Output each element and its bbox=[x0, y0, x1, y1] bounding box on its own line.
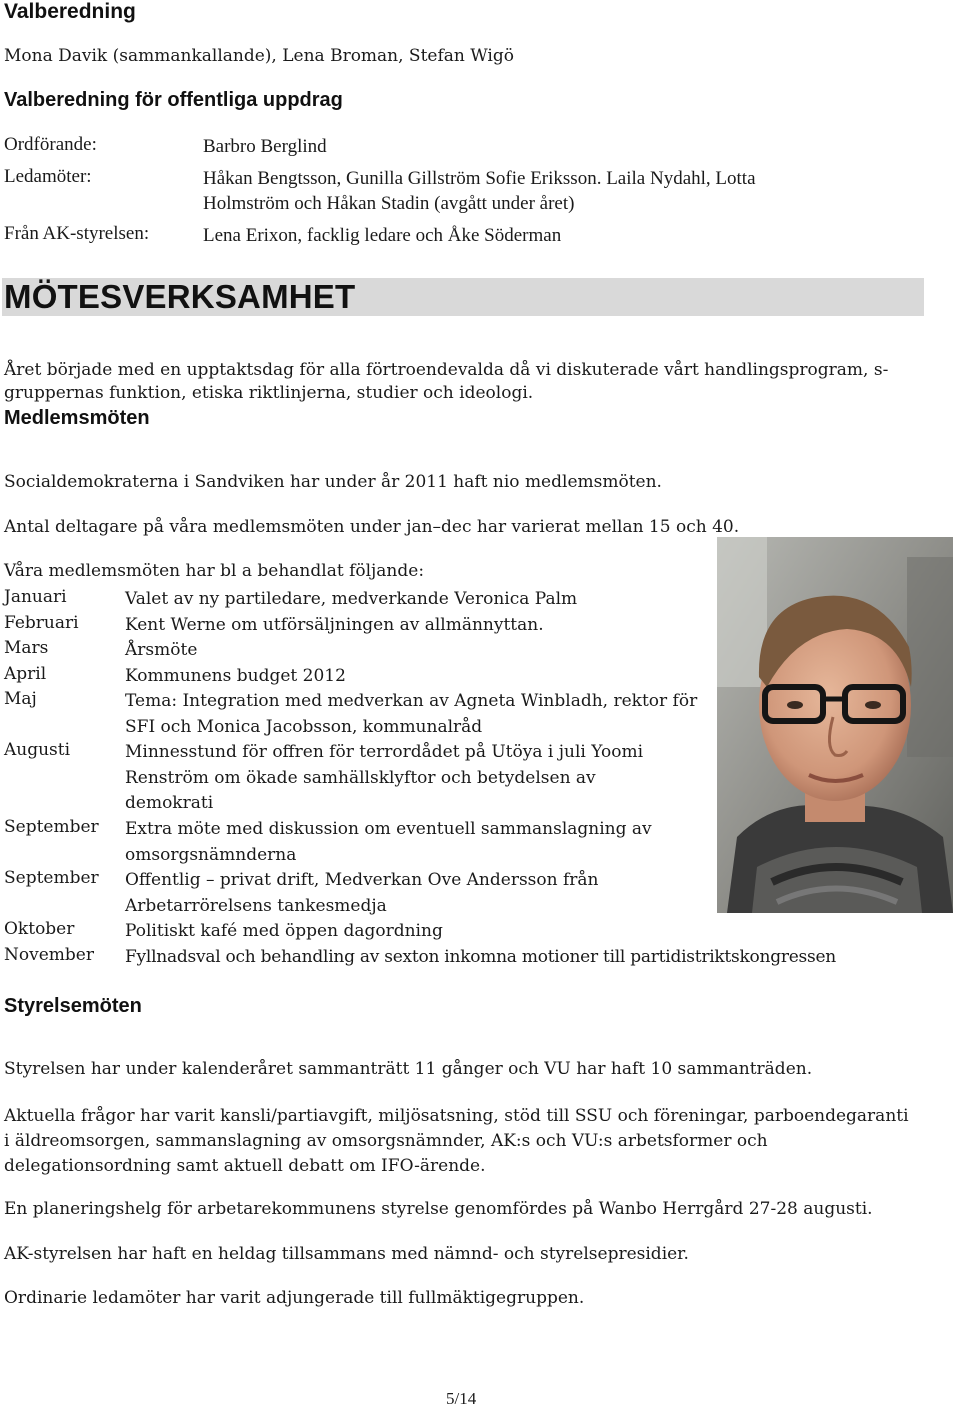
styrelsemoten-paragraph-2: Aktuella frågor har varit kansli/partiavgift, miljösatsning, stöd till SSU och föreningar, parboendegaranti i äldreomsorgen, sammanslagning av omsorgsnämnder, AK:s och VU:s arbetsformer och delegationsordning samt aktuell debatt om IFO-ärende. bbox=[4, 1106, 909, 1176]
portrait-photo bbox=[717, 537, 953, 913]
label-ledamoter: Ledamöter: bbox=[4, 166, 92, 187]
meeting-description: Kent Werne om utförsäljningen av allmännyttan. bbox=[125, 615, 544, 635]
heading-styrelsemoten: Styrelsemöten bbox=[4, 995, 142, 1017]
medlemsmoten-paragraph-1: Socialdemokraterna i Sandviken har under år 2011 haft nio medlemsmöten. bbox=[4, 472, 662, 492]
styrelsemoten-paragraph-5: Ordinarie ledamöter har varit adjungerade till fullmäktigegruppen. bbox=[4, 1288, 585, 1308]
page-number: 5/14 bbox=[446, 1389, 477, 1408]
portrait-illustration bbox=[717, 537, 953, 913]
meeting-month: Maj bbox=[4, 689, 37, 709]
styrelsemoten-paragraph-4: AK-styrelsen har haft en heldag tillsammans med nämnd- och styrelsepresidier. bbox=[4, 1244, 689, 1264]
section-bar-motesverksamhet bbox=[2, 278, 924, 316]
meeting-description: Fyllnadsval och behandling av sexton inkomna motioner till partidistriktskongressen bbox=[125, 947, 836, 967]
meeting-month: April bbox=[4, 664, 47, 684]
meeting-description: Valet av ny partiledare, medverkande Veronica Palm bbox=[125, 589, 578, 609]
value-ordforande: Barbro Berglind bbox=[203, 136, 327, 157]
meeting-month: Oktober bbox=[4, 919, 75, 939]
meeting-month: September bbox=[4, 817, 99, 837]
meeting-description: Minnesstund för offren för terrordådet på Utöya i juli Yoomi Renström om ökade samhällsklyftor och betydelsen av demokrati bbox=[125, 742, 644, 813]
label-fran-ak-styrelsen: Från AK-styrelsen: bbox=[4, 223, 150, 244]
meeting-description: Extra möte med diskussion om eventuell sammanslagning av omsorgsnämnderna bbox=[125, 819, 652, 865]
heading-valberedning: Valberedning bbox=[4, 0, 136, 23]
meeting-description: Tema: Integration med medverkan av Agneta Winbladh, rektor för SFI och Monica Jacobsson, kommunalråd bbox=[125, 691, 698, 737]
meeting-month: Februari bbox=[4, 613, 79, 633]
meeting-month: Januari bbox=[4, 587, 67, 607]
meeting-month: Augusti bbox=[4, 740, 71, 760]
value-ledamoter: Håkan Bengtsson, Gunilla Gillström Sofie Eriksson. Laila Nydahl, Lotta Holmström och Håkan Stadin (avgått under året) bbox=[203, 168, 756, 214]
motesverksamhet-intro: Året började med en upptaktsdag för alla förtroendevalda då vi diskuterade vårt handlingsprogram, s-gruppernas funktion, etiska riktlinjerna, studier och ideologi. bbox=[4, 360, 889, 403]
medlemsmoten-paragraph-3: Våra medlemsmöten har bl a behandlat följande: bbox=[4, 561, 425, 581]
medlemsmoten-paragraph-2: Antal deltagare på våra medlemsmöten under jan–dec har varierat mellan 15 och 40. bbox=[4, 517, 740, 537]
valberedning-members: Mona Davik (sammankallande), Lena Broman, Stefan Wigö bbox=[4, 46, 514, 66]
meeting-description: Årsmöte bbox=[125, 640, 198, 660]
meeting-description: Offentlig – privat drift, Medverkan Ove Andersson från Arbetarrörelsens tankesmedja bbox=[125, 870, 599, 916]
heading-valberedning-offentliga: Valberedning för offentliga uppdrag bbox=[4, 89, 343, 111]
meeting-description: Politiskt kafé med öppen dagordning bbox=[125, 921, 443, 941]
meeting-description: Kommunens budget 2012 bbox=[125, 666, 346, 686]
heading-medlemsmoten: Medlemsmöten bbox=[4, 407, 150, 429]
styrelsemoten-paragraph-1: Styrelsen har under kalenderåret sammanträtt 11 gånger och VU har haft 10 sammanträden. bbox=[4, 1059, 813, 1079]
styrelsemoten-paragraph-3: En planeringshelg för arbetarekommunens styrelse genomfördes på Wanbo Herrgård 27-28 augusti. bbox=[4, 1199, 873, 1219]
meeting-month: September bbox=[4, 868, 99, 888]
meeting-month: Mars bbox=[4, 638, 49, 658]
heading-motesverksamhet: MÖTESVERKSAMHET bbox=[4, 278, 356, 315]
meeting-month: November bbox=[4, 945, 94, 965]
label-ordforande: Ordförande: bbox=[4, 134, 97, 155]
value-fran-ak-styrelsen: Lena Erixon, facklig ledare och Åke Söderman bbox=[203, 225, 562, 246]
